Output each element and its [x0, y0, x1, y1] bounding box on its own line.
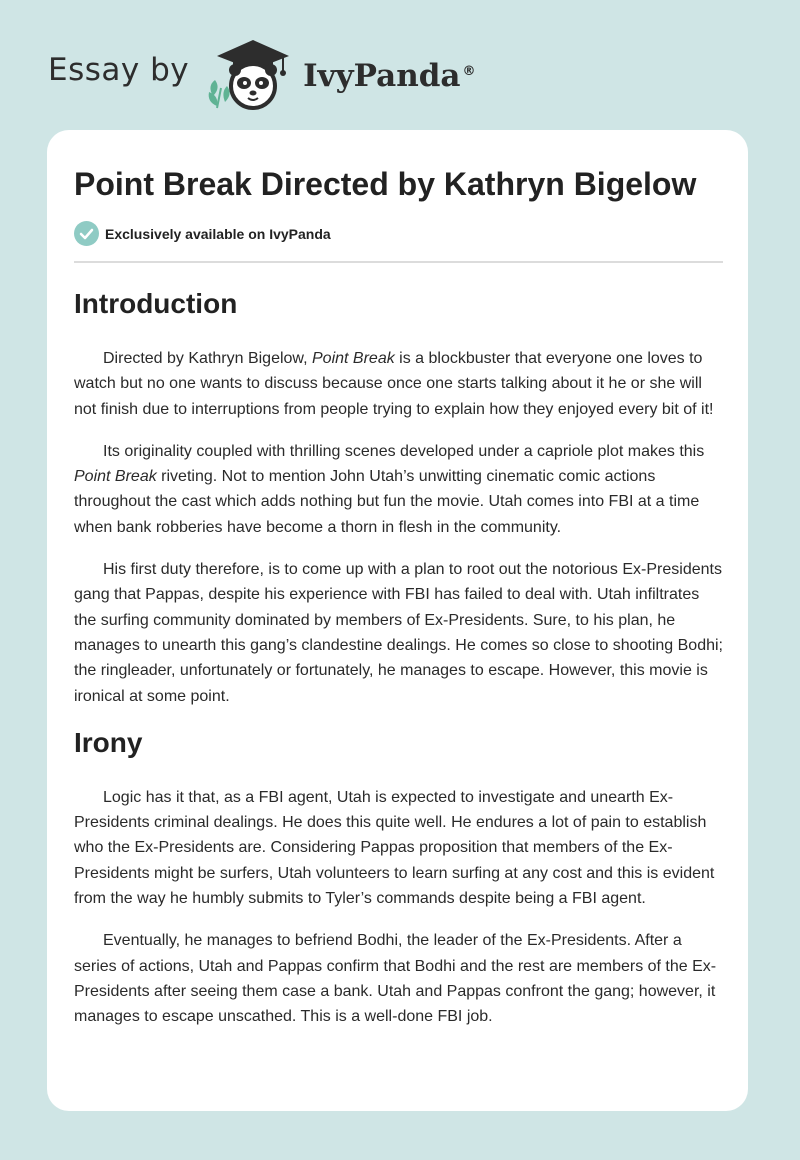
article-content — [74, 282, 724, 1030]
document-title: Point Break Directed by Kathryn Bigelow — [74, 166, 697, 202]
title-divider — [74, 261, 723, 263]
paragraph: Directed by Kathryn Bigelow, Point Break is a blockbuster that everyone one loves to watch but no one wants to discuss because once one starts talking about it he or she will not finish due to interruptions from people trying to explain how they enjoyed every bit of it! — [74, 350, 714, 418]
paragraph: His first duty therefore, is to come up with a plan to root out the notorious Ex-Presidents gang that Pappas, despite his experience with FBI has failed to deal with. Utah infiltrates the surfing community dominated by members of Ex-Presidents. Sure, to his plan, he manages to unearth this gang’s clandestine dealings. He comes so close to shooting Bodhi; the ringleader, unfortunately or fortunately, he manages to escape. However, this movie is ironical at some point. — [74, 561, 723, 705]
registered-mark: ® — [462, 63, 476, 79]
paragraph: Its originality coupled with thrilling scenes developed under a capriole plot makes this Point Break riveting. Not to mention John Utah’s unwitting cinematic comic actions throughout the cast which adds nothing but fun the movie. Utah comes into FBI at a time when bank robberies have become a thorn in flesh in the community. — [74, 442, 705, 536]
brand-header — [48, 36, 476, 112]
paragraph: Logic has it that, as a FBI agent, Utah is expected to investigate and unearth Ex-Presidents criminal dealings. He does this quite well. He endures a lot of pain to establish who the Ex-Presidents are. Considering Pappas proposition that members of the Ex-Presidents might be surfers, Utah volunteers to learn surfing at any cost and this is evident from the way he humbly submits to Tyler’s commands despite being a FBI agent. — [74, 788, 715, 908]
exclusive-badge-label: Exclusively available on IvyPanda — [105, 225, 331, 242]
paragraph: Eventually, he manages to befriend Bodhi, the leader of the Ex-Presidents. After a series of actions, Utah and Pappas confirm that Bodhi and the rest are members of the Ex-Presidents after seeing them case a bank. Utah and Pappas confront the gang; however, it manages to escape unscathed. This is a well-done FBI job. — [74, 932, 717, 1026]
section-heading-introduction: Introduction — [74, 288, 238, 319]
exclusive-badge — [74, 221, 331, 246]
panda-graduate-icon — [203, 36, 299, 112]
section-heading-irony: Irony — [74, 726, 143, 758]
check-circle-icon — [74, 221, 99, 246]
document-card — [47, 130, 748, 1111]
brand-name: IvyPanda ® — [303, 58, 476, 94]
brand-prefix: Essay by — [48, 52, 190, 88]
